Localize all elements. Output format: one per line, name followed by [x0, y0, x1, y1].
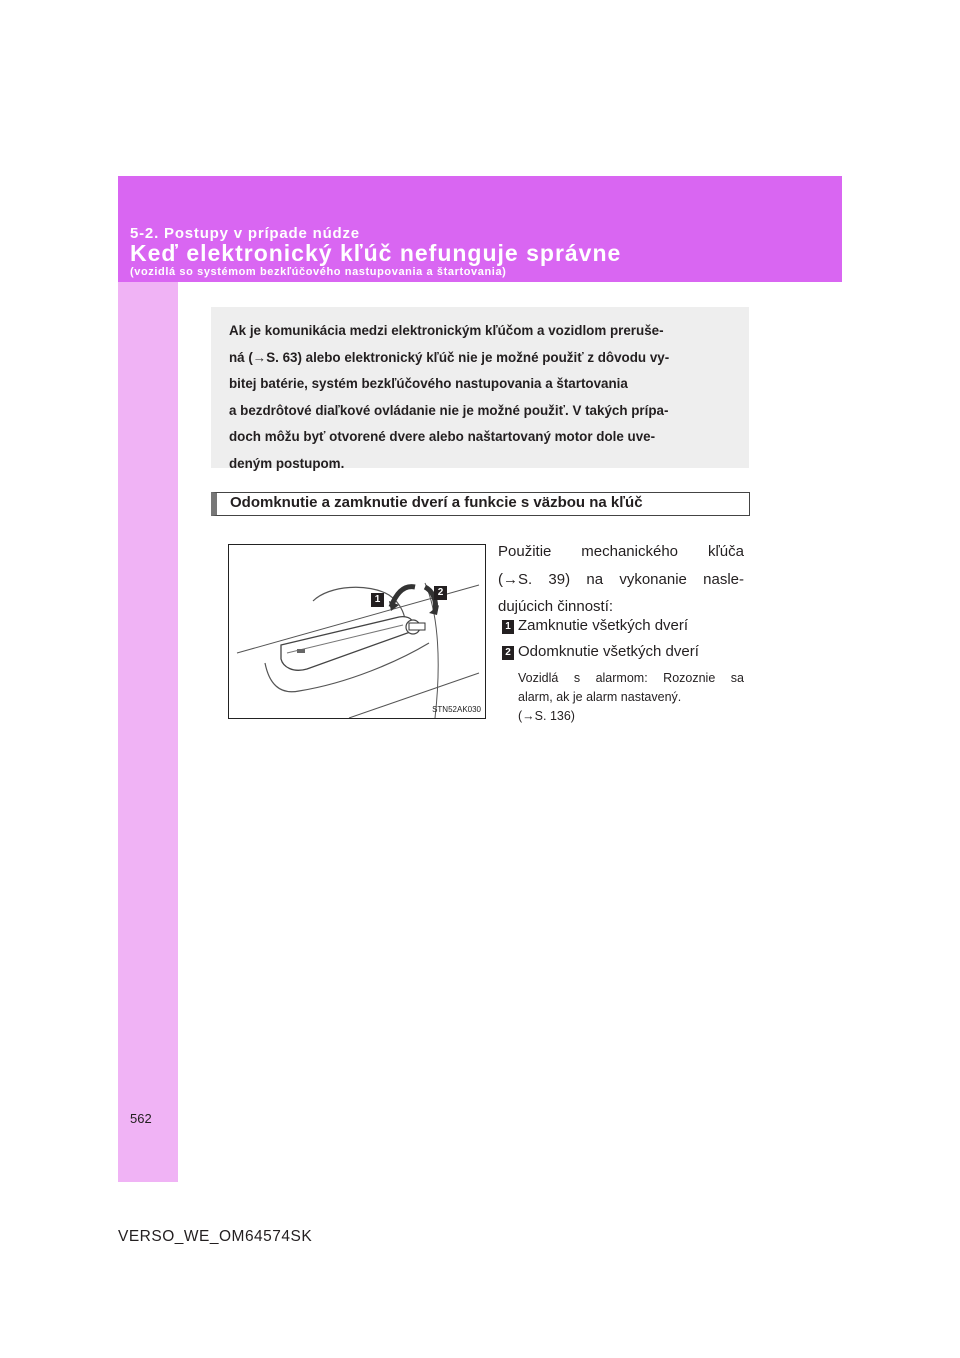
- side-tab-band: [118, 176, 178, 1182]
- intro-text: [229, 318, 729, 477]
- document-code: VERSO_WE_OM64574SK: [118, 1228, 313, 1245]
- intro-line: deným postupom.: [229, 455, 345, 471]
- instruction-line: dujúcich činností:: [498, 598, 614, 615]
- figure-code: STN52AK030: [432, 705, 481, 714]
- list-item-text: Zamknutie všetkých dverí: [518, 617, 689, 634]
- door-handle-drawing: [229, 545, 485, 718]
- section-heading-box: [211, 492, 750, 516]
- list-item: [498, 642, 748, 664]
- figure-callout-2: 2: [434, 586, 447, 600]
- figure-callout-1: 1: [371, 593, 384, 607]
- section-heading: Odomknutie a zamknutie dverí a funkcie s väzbou na kľúč: [230, 494, 643, 511]
- intro-line: bitej batérie, systém bezkľúčového nastupovania a štartovania: [229, 376, 628, 391]
- step-number-badge: 2: [502, 646, 514, 660]
- intro-line: Ak je komunikácia medzi elektronickým kľúčom a vozidlom preruše-: [229, 323, 664, 338]
- page-title: Keď elektronický kľúč nefunguje správne: [130, 240, 622, 266]
- page-subtitle: (vozidlá so systémom bezkľúčového nastupovania a štartovania): [130, 266, 507, 278]
- list-item: [498, 616, 748, 638]
- list-item-text: Odomknutie všetkých dverí: [518, 643, 699, 660]
- note-line: alarm, ak je alarm nastavený.: [518, 690, 682, 704]
- instruction-paragraph: [498, 538, 744, 621]
- section-label: 5-2. Postupy v prípade núdze: [130, 225, 360, 242]
- page-number: 562: [130, 1111, 152, 1126]
- intro-line: doch môžu byť otvorené dvere alebo naštartovaný motor dole uve-: [229, 429, 656, 444]
- intro-line: a bezdrôtové diaľkové ovládanie nie je možné použiť. V takých prípa-: [229, 402, 669, 418]
- instruction-line: (→S. 39) na vykonanie nasle-: [498, 570, 744, 588]
- note-line: Vozidlá s alarmom: Rozoznie sa: [518, 671, 744, 685]
- step-number-badge: 1: [502, 620, 514, 634]
- instruction-line: Použitie mechanického kľúča: [498, 543, 744, 560]
- door-handle-illustration: [228, 544, 486, 719]
- note-line: (→S. 136): [518, 709, 575, 723]
- intro-line: ná (→S. 63) alebo elektronický kľúč nie je možné použiť z dôvodu vy-: [229, 349, 670, 365]
- alarm-note: [518, 669, 744, 726]
